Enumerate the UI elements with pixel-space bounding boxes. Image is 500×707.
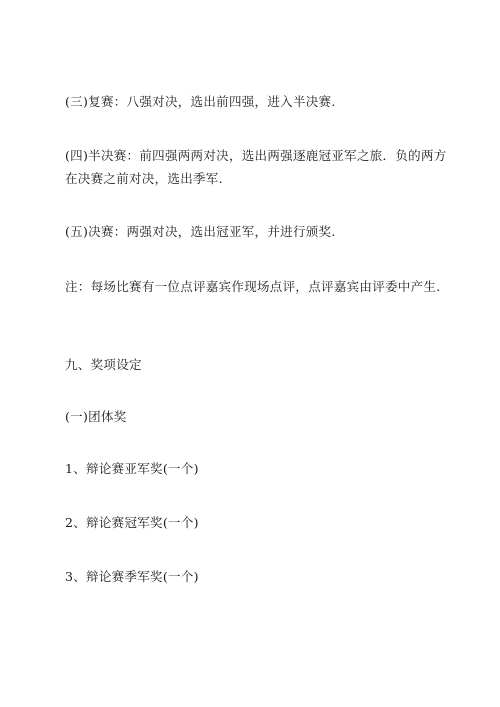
list-item-champion-award: 2、辩论赛冠军奖(一个) <box>65 515 199 530</box>
paragraph-semifinal: (四)半决赛：前四强两两对决，选出两强逐鹿冠亚军之旅．负的两方在决赛之前对决，选出季军. <box>65 148 447 186</box>
subheading-team-award: (一)团体奖 <box>65 409 127 424</box>
paragraph-final: (五)决赛：两强对决，选出冠亚军，并进行颁奖. <box>65 224 336 239</box>
section-heading-awards: 九、奖项设定 <box>65 357 142 372</box>
paragraph-semifinal-qualifier: (三)复赛：八强对决，选出前四强，进入半决赛. <box>65 94 336 109</box>
paragraph-note: 注：每场比赛有一位点评嘉宾作现场点评，点评嘉宾由评委中产生. <box>65 279 441 294</box>
list-item-runner-up-award: 1、辩论赛亚军奖(一个) <box>65 461 199 476</box>
list-item-third-place-award: 3、辩论赛季军奖(一个) <box>65 569 199 584</box>
